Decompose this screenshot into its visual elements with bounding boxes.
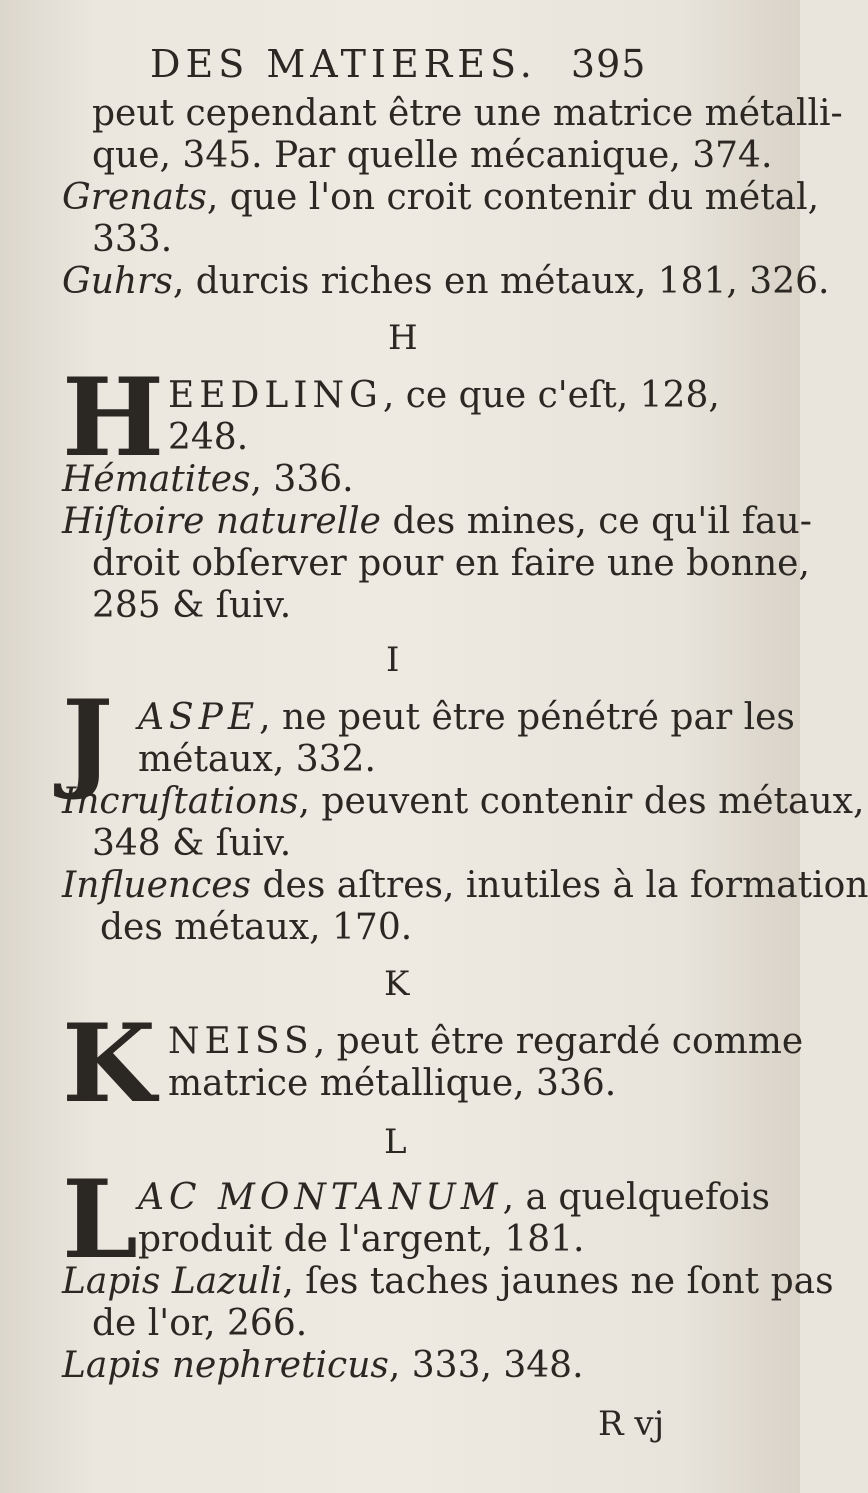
entry-line: des métaux, 170. bbox=[100, 907, 413, 948]
entry-line: droit obſerver pour en faire une bonne, bbox=[92, 543, 810, 584]
entry-heedling bbox=[168, 376, 720, 416]
page-number: 395 bbox=[570, 42, 647, 86]
entry-text: , ſes taches jaunes ne ſont pas bbox=[282, 1261, 834, 1302]
section-letter-k: K bbox=[384, 964, 410, 1004]
entry-text: , 333, 348. bbox=[388, 1345, 584, 1386]
entry-text: , durcis riches en métaux, 181, 326. bbox=[172, 261, 830, 302]
entry-text: , peut être regardé comme bbox=[313, 1021, 804, 1062]
entry-text: , que l'on croit contenir du métal, bbox=[206, 177, 820, 218]
entry-jaspe bbox=[138, 698, 795, 738]
section-letter-i: I bbox=[386, 640, 400, 680]
entry-influences bbox=[62, 866, 868, 906]
entry-text: , ne peut être pénétré par les bbox=[259, 697, 795, 738]
entry-hematites bbox=[62, 460, 354, 500]
entry-lac-montanum bbox=[138, 1178, 770, 1218]
entry-line: matrice métallique, 336. bbox=[168, 1063, 617, 1104]
drop-cap-h: H bbox=[62, 355, 165, 481]
entry-text: , a quelquefois bbox=[502, 1177, 770, 1218]
entry-word: AC MONTANUM bbox=[138, 1177, 503, 1218]
entry-grenats bbox=[62, 178, 819, 218]
entry-histoire bbox=[62, 502, 812, 542]
entry-kneiss bbox=[168, 1022, 803, 1062]
entry-word: ASPE bbox=[138, 697, 260, 738]
entry-text: , peuvent contenir des métaux, bbox=[298, 781, 865, 822]
entry-text: , 336. bbox=[250, 459, 354, 500]
entry-term: Hiſtoire naturelle bbox=[62, 501, 381, 542]
entry-term: Guhrs bbox=[62, 261, 173, 302]
entry-incrustations bbox=[62, 782, 864, 822]
section-letter-h: H bbox=[388, 318, 418, 358]
entry-term: Influences bbox=[62, 865, 252, 906]
entry-guhrs bbox=[62, 262, 829, 302]
entry-text: des aſtres, inutiles à la formation bbox=[251, 865, 868, 906]
entry-term: Incruſtations bbox=[62, 781, 299, 822]
entry-word: NEISS bbox=[168, 1021, 314, 1062]
entry-line: produit de l'argent, 181. bbox=[138, 1219, 585, 1260]
header-title: DES MATIERES. bbox=[150, 42, 537, 86]
drop-cap-l: L bbox=[62, 1157, 138, 1283]
drop-cap-k: K bbox=[62, 1001, 156, 1127]
entry-line: métaux, 332. bbox=[138, 739, 376, 780]
running-header bbox=[150, 42, 790, 86]
entry-term: Grenats bbox=[62, 177, 207, 218]
entry-word: EEDLING bbox=[168, 375, 383, 416]
section-letter-l: L bbox=[384, 1122, 407, 1162]
entry-text: , ce que c'eſt, 128, bbox=[382, 375, 720, 416]
signature-mark: R vj bbox=[598, 1404, 665, 1444]
entry-term: Lapis Lazuli bbox=[62, 1261, 283, 1302]
entry-line: que, 345. Par quelle mécanique, 374. bbox=[92, 135, 773, 176]
drop-cap-j: J bbox=[62, 677, 114, 803]
entry-line: 333. bbox=[92, 219, 173, 260]
entry-line: peut cependant être une matrice métalli- bbox=[92, 93, 843, 134]
entry-text: des mines, ce qu'il fau- bbox=[381, 501, 812, 542]
entry-line: 248. bbox=[168, 417, 249, 458]
entry-line: 285 & ſuiv. bbox=[92, 585, 292, 626]
entry-lapis-lazuli bbox=[62, 1262, 834, 1302]
entry-lapis-nephreticus bbox=[62, 1346, 584, 1386]
entry-line: 348 & ſuiv. bbox=[92, 823, 292, 864]
entry-term: Lapis nephreticus bbox=[62, 1345, 389, 1386]
entry-line: de l'or, 266. bbox=[92, 1303, 308, 1344]
entry-term: Hématites bbox=[62, 459, 251, 500]
